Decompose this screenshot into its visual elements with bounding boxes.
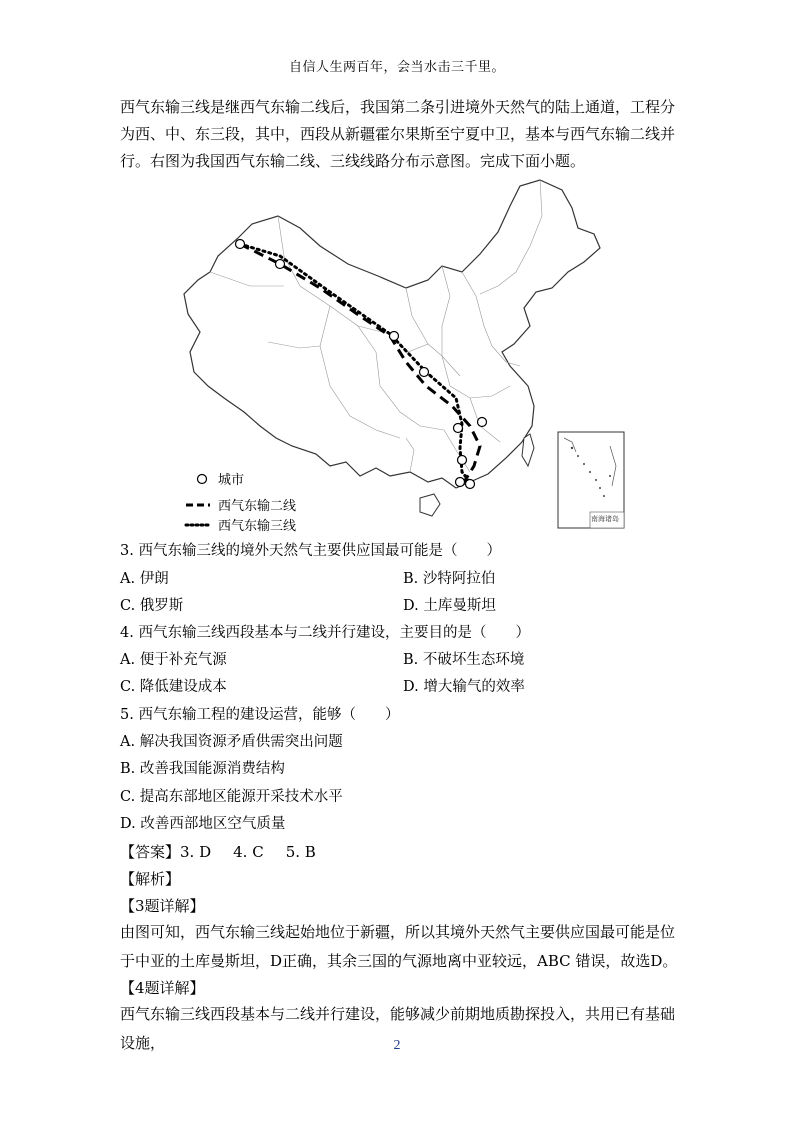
analysis-label: 【解析】 bbox=[120, 870, 181, 888]
legend-city-icon bbox=[198, 475, 207, 484]
city-marker bbox=[456, 478, 465, 487]
city-marker bbox=[466, 480, 475, 489]
city-marker bbox=[420, 368, 429, 377]
header-motto: 自信人生两百年，会当水击三千里。 bbox=[288, 60, 505, 75]
page-number: 2 bbox=[393, 1038, 401, 1053]
q5-option-a: A. 解决我国资源矛盾供需突出问题 bbox=[120, 734, 343, 750]
answer-item: 5. B bbox=[285, 843, 316, 861]
detail-4-text: 西气东输三线西段基本与二线并行建设，能够减少前期地质勘探投入，共用已有基础设施， bbox=[120, 1005, 676, 1052]
q3-option-c: C. 俄罗斯 bbox=[120, 598, 184, 614]
answer-label: 【答案】 bbox=[120, 843, 181, 861]
question-4-stem: 4. 西气东输三线西段基本与二线并行建设，主要目的是（ ） bbox=[120, 625, 530, 641]
answer-line bbox=[120, 842, 330, 862]
q4-option-b: B. 不破坏生态环境 bbox=[403, 652, 525, 668]
answer-item: 3. D bbox=[180, 843, 212, 861]
detail-3-label: 【3题详解】 bbox=[120, 897, 205, 915]
q4-option-c: C. 降低建设成本 bbox=[120, 679, 227, 695]
intro-paragraph: 西气东输三线是继西气东输二线后，我国第二条引进境外天然气的陆上通道，工程分为西、中、东三段，其中，西段从新疆霍尔果斯至宁夏中卫，基本与西气东输二线并行。右图为我国西气东输二线、三线线路分布示意图。完成下面小题。 bbox=[120, 98, 676, 170]
answer-item: 4. C bbox=[233, 843, 264, 861]
q5-option-b: B. 改善我国能源消费结构 bbox=[120, 761, 285, 777]
taiwan-island bbox=[522, 434, 534, 466]
q3-option-a: A. 伊朗 bbox=[120, 571, 169, 587]
question-5-stem: 5. 西气东输工程的建设运营，能够（ ） bbox=[120, 707, 400, 723]
city-marker bbox=[478, 418, 487, 427]
hainan-island bbox=[420, 494, 440, 516]
q5-option-d: D. 改善西部地区空气质量 bbox=[120, 816, 286, 832]
detail-4-label: 【4题详解】 bbox=[120, 979, 205, 997]
city-marker bbox=[276, 260, 285, 269]
legend-line2-label: 西气东输二线 bbox=[218, 499, 297, 514]
q3-option-b: B. 沙特阿拉伯 bbox=[403, 571, 496, 587]
city-marker bbox=[458, 456, 467, 465]
city-marker bbox=[390, 332, 399, 341]
q3-option-d: D. 土库曼斯坦 bbox=[403, 598, 496, 614]
q5-option-c: C. 提高东部地区能源开采技术水平 bbox=[120, 789, 343, 805]
city-marker bbox=[454, 424, 463, 433]
legend-city-label: 城市 bbox=[218, 473, 245, 488]
city-marker bbox=[236, 240, 245, 249]
q4-option-a: A. 便于补充气源 bbox=[120, 652, 227, 668]
q4-option-d: D. 增大输气的效率 bbox=[403, 679, 525, 695]
china-map-figure bbox=[180, 176, 630, 536]
pipeline-map bbox=[180, 176, 630, 536]
legend-line3-label: 西气东输三线 bbox=[218, 519, 297, 534]
inset-label: 南海诸岛 bbox=[591, 515, 619, 523]
detail-3-text: 由图可知，西气东输三线起始地位于新疆，所以其境外天然气主要供应国最可能是位于中亚的土库曼斯坦，D正确，其余三国的气源地离中亚较远，ABC 错误，故选D。 bbox=[120, 923, 678, 970]
question-3-stem: 3. 西气东输三线的境外天然气主要供应国最可能是（ ） bbox=[120, 543, 501, 559]
